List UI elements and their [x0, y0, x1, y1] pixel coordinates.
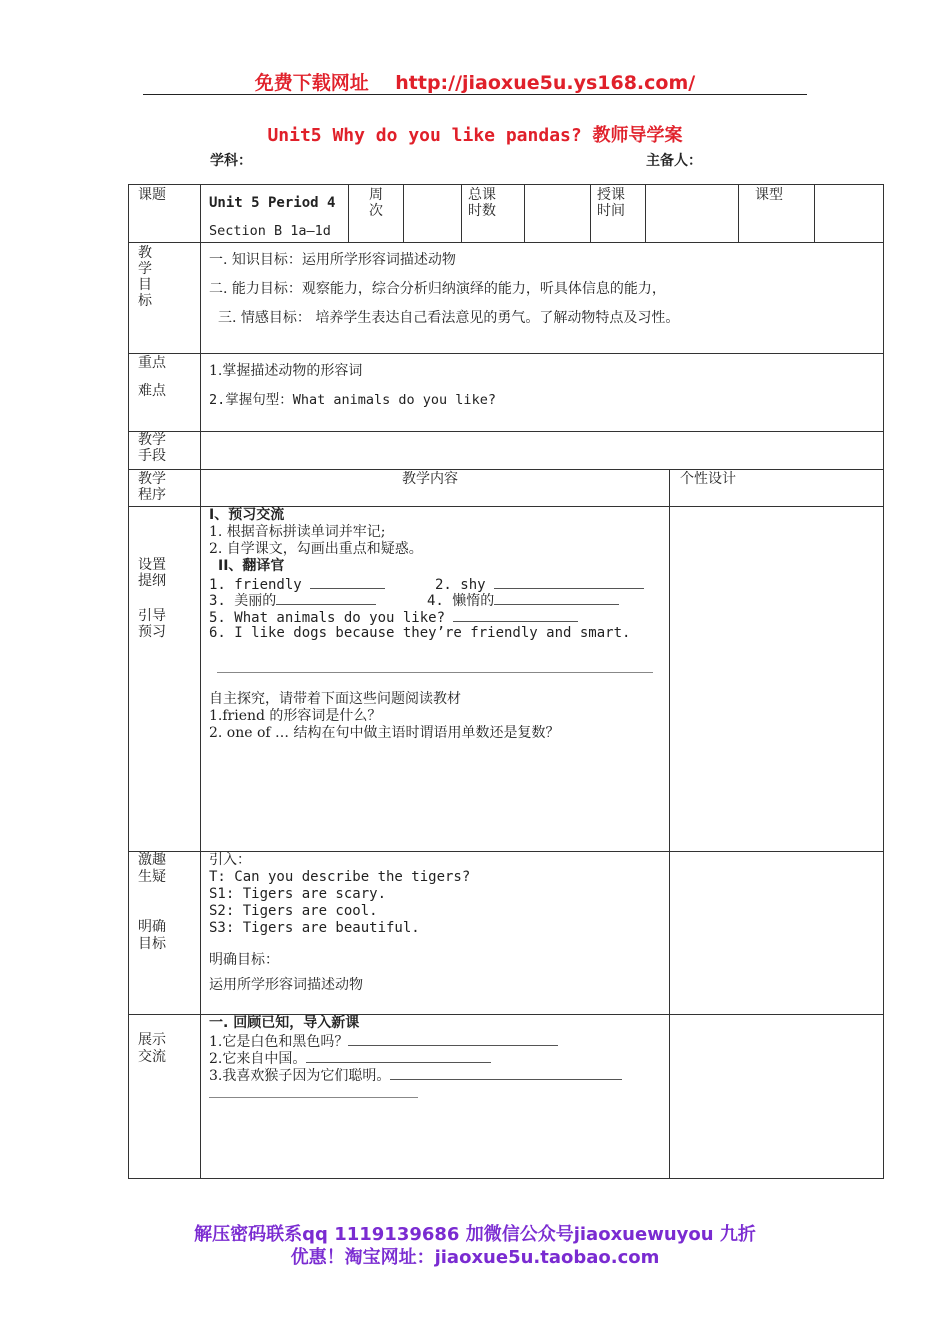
- content-header: 教学内容: [402, 471, 458, 487]
- week-label-2: 次: [369, 203, 383, 219]
- explore-question-2: 2. one of … 结构在句中做主语时谓语用单数还是复数？: [209, 725, 560, 741]
- type-label: 课型: [755, 187, 783, 203]
- grid-line: [200, 184, 201, 1179]
- answer-blank[interactable]: [310, 575, 385, 589]
- site-header: [0, 68, 950, 95]
- grid-line: [128, 431, 884, 432]
- footer-line-2: 优惠！淘宝网址：jiaoxue5u.taobao.com: [290, 1247, 660, 1268]
- answer-blank[interactable]: [276, 591, 376, 605]
- preparer-label: 主备人：: [646, 153, 702, 169]
- grid-line: [669, 469, 670, 1179]
- grid-line: [524, 184, 525, 242]
- answer-blank[interactable]: [306, 1049, 491, 1063]
- grid-line: [461, 184, 462, 242]
- design-header: 个性设计: [680, 471, 736, 487]
- grid-line: [814, 184, 815, 242]
- intro-label-2: 生疑: [138, 869, 166, 885]
- goals-label-4: 标: [138, 293, 152, 309]
- grid-line: [128, 242, 884, 243]
- show-text: 1.它是白色和黑色吗？: [209, 1034, 349, 1050]
- subject-label: 学科：: [210, 153, 252, 169]
- week-label-1: 周: [369, 187, 383, 203]
- intro-label-1: 激趣: [138, 852, 166, 868]
- total-label-2: 时数: [468, 203, 496, 219]
- preview-label-1: 设置: [138, 557, 166, 573]
- show-text: 3.我喜欢猴子因为它们聪明。: [209, 1068, 391, 1084]
- grid-line: [128, 184, 884, 185]
- intro-label-6: 目标: [138, 936, 166, 952]
- time-label-2: 时间: [597, 203, 625, 219]
- show-text: 2.它来自中国。: [209, 1051, 307, 1067]
- answer-line[interactable]: [217, 672, 653, 673]
- translate-text: 4. 懒惰的: [427, 593, 495, 609]
- explore-question-1: 1.friend 的形容词是什么？: [209, 708, 382, 724]
- grid-line: [590, 184, 591, 242]
- grid-line: [128, 1178, 884, 1179]
- translate-text: 5. What animals do you like?: [209, 610, 446, 626]
- keypoint-2: 2.掌握句型：What animals do you like?: [209, 392, 496, 408]
- preview-label-5: 预习: [138, 624, 166, 640]
- time-label-1: 授课: [597, 187, 625, 203]
- preview-section-2: II、翻译官: [218, 558, 285, 574]
- preview-item-1: 1. 根据音标拼读单词并牢记;: [209, 524, 386, 540]
- translate-text: 2. shy: [435, 577, 486, 593]
- explore-prompt: 自主探究，请带着下面这些问题阅读教材: [209, 691, 461, 707]
- goal-text: 运用所学形容词描述动物: [209, 977, 363, 993]
- grid-line: [883, 184, 884, 1179]
- grid-line: [128, 184, 129, 1179]
- preview-label-2: 提纲: [138, 573, 166, 589]
- keypoint-1: 1.掌握描述动物的形容词: [209, 363, 363, 379]
- goal-emotion: 三. 情感目标： 培养学生表达自己看法意见的勇气。了解动物特点及习性。: [218, 310, 680, 326]
- show-item: [209, 1066, 622, 1085]
- show-heading: 一. 回顾已知，导入新课: [209, 1015, 360, 1031]
- dialogue-line-2: S1: Tigers are scary.: [209, 886, 387, 902]
- dialogue-line-3: S2: Tigers are cool.: [209, 903, 378, 919]
- grid-line: [348, 184, 349, 242]
- total-label-1: 总课: [468, 187, 496, 203]
- answer-blank[interactable]: [494, 575, 644, 589]
- grid-line: [128, 353, 884, 354]
- goal-ability: 二. 能力目标：观察能力，综合分析归纳演绎的能力，听具体信息的能力，: [209, 281, 666, 297]
- dialogue-line-1: T: Can you describe the tigers?: [209, 869, 471, 885]
- topic-label: 课题: [138, 187, 166, 203]
- page-title: Unit5 Why do you like pandas? 教师导学案: [267, 125, 683, 146]
- goals-label-1: 教: [138, 245, 152, 261]
- keypoint-label-2: 难点: [138, 383, 166, 399]
- answer-blank[interactable]: [390, 1066, 622, 1080]
- site-label: 免费下载网址: [254, 72, 369, 94]
- footer-line-1: 解压密码联系qq 1119139686 加微信公众号jiaoxuewuyou 九折: [194, 1224, 756, 1245]
- preview-item-2: 2. 自学课文，勾画出重点和疑惑。: [209, 541, 423, 557]
- answer-blank[interactable]: [494, 591, 619, 605]
- show-label-2: 交流: [138, 1049, 166, 1065]
- preview-label-4: 引导: [138, 608, 166, 624]
- answer-line[interactable]: [209, 1097, 418, 1098]
- goals-label-3: 目: [138, 277, 152, 293]
- section-range: Section B 1a—1d: [209, 223, 331, 239]
- grid-line: [645, 184, 646, 242]
- means-label-2: 手段: [138, 448, 166, 464]
- site-url[interactable]: http://jiaoxue5u.ys168.com/: [395, 72, 696, 94]
- goal-knowledge: 一. 知识目标：运用所学形容词描述动物: [209, 252, 456, 268]
- procedure-label-1: 教学: [138, 471, 166, 487]
- means-label-1: 教学: [138, 432, 166, 448]
- goals-label-2: 学: [138, 261, 152, 277]
- answer-blank[interactable]: [453, 608, 578, 622]
- translate-text: 3. 美丽的: [209, 593, 277, 609]
- topic-value: Unit 5 Period 4: [209, 195, 336, 211]
- answer-blank[interactable]: [348, 1032, 558, 1046]
- goal-label: 明确目标：: [209, 952, 279, 968]
- grid-line: [738, 184, 739, 242]
- grid-line: [128, 469, 884, 470]
- intro-label-5: 明确: [138, 919, 166, 935]
- intro-lead: 引入：: [209, 852, 251, 868]
- procedure-label-2: 程序: [138, 487, 166, 503]
- translate-item: 6. I like dogs because they’re friendly and smart.: [209, 625, 631, 641]
- translate-text: 1. friendly: [209, 577, 302, 593]
- dialogue-line-4: S3: Tigers are beautiful.: [209, 920, 420, 936]
- keypoint-label-1: 重点: [138, 355, 166, 371]
- show-label-1: 展示: [138, 1032, 166, 1048]
- header-rule: [143, 94, 807, 95]
- preview-section-1: I、预习交流: [209, 507, 285, 523]
- grid-line: [403, 184, 404, 242]
